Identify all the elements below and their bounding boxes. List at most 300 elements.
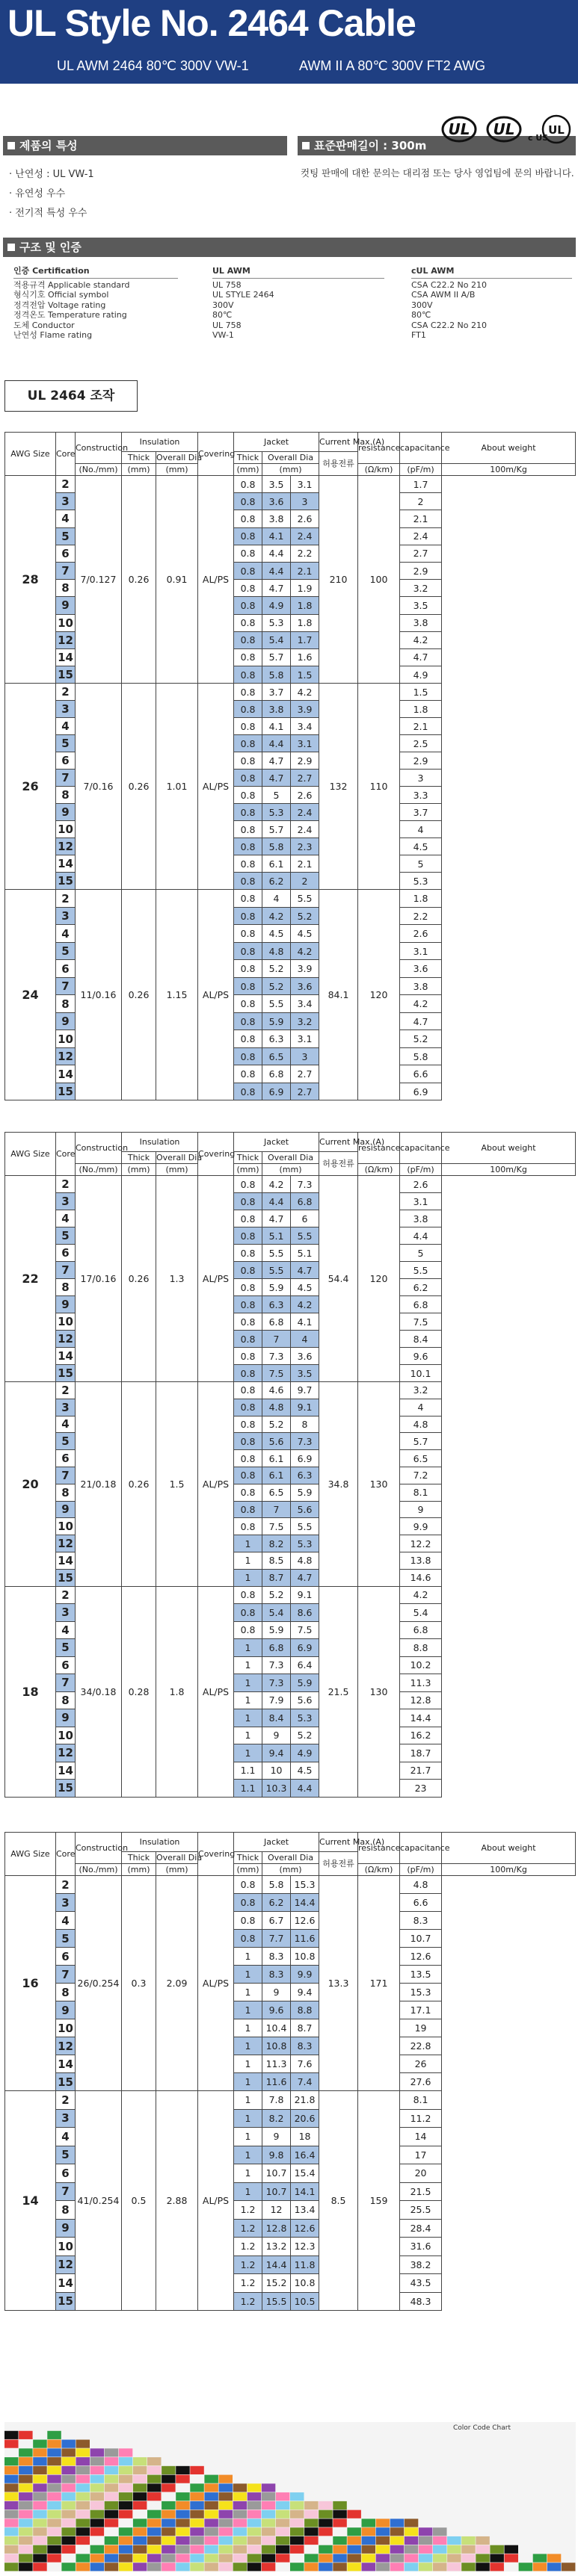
table-row bbox=[5, 684, 576, 701]
color-swatch bbox=[162, 2527, 176, 2536]
table-cell: 1.2 bbox=[234, 2292, 262, 2311]
table-cell: 0.26 bbox=[122, 890, 156, 1100]
table-cell: 9.1 bbox=[291, 1399, 319, 1416]
table-cell: 0.8 bbox=[234, 787, 262, 804]
table-cell: 1 bbox=[234, 2109, 262, 2128]
table-cell: 21/0.18 bbox=[76, 1382, 122, 1587]
cert-row: 인증 Certification bbox=[13, 266, 178, 279]
column-header: Core bbox=[56, 1133, 76, 1176]
table-cell: 10 bbox=[56, 614, 76, 631]
cert-row: 80℃ bbox=[212, 310, 233, 320]
table-cell: 5.5 bbox=[262, 1262, 291, 1279]
table-cell: 2 bbox=[56, 476, 76, 493]
table-cell: 0.8 bbox=[234, 510, 262, 527]
table-cell: 5.8 bbox=[262, 838, 291, 855]
column-header: 100m/Kg bbox=[442, 464, 576, 476]
cert-row: 300V bbox=[212, 300, 234, 310]
table-cell: 8.3 bbox=[262, 1966, 291, 1984]
table-cell: 9 bbox=[56, 1296, 76, 1313]
table-cell: 3.3 bbox=[400, 787, 442, 804]
table-cell: 8 bbox=[56, 787, 76, 804]
header-subtitle-ul: UL AWM 2464 80℃ 300V VW-1 bbox=[57, 58, 249, 73]
table-cell: 0.8 bbox=[234, 1313, 262, 1331]
table-cell: 14.4 bbox=[262, 2255, 291, 2274]
color-swatch bbox=[4, 2554, 19, 2562]
table-cell: 9.1 bbox=[291, 1586, 319, 1604]
table-cell: 120 bbox=[358, 1176, 400, 1382]
color-swatch bbox=[133, 2475, 147, 2483]
table-cell: 25.5 bbox=[400, 2201, 442, 2220]
column-header: Overall Dia bbox=[262, 1152, 319, 1164]
table-cell: 41/0.254 bbox=[76, 2091, 122, 2311]
column-header: resistance bbox=[358, 1833, 400, 1864]
table-cell: 3.1 bbox=[291, 476, 319, 493]
color-swatch bbox=[276, 2501, 290, 2510]
table-cell: 10.3 bbox=[262, 1780, 291, 1798]
table-cell: 2 bbox=[56, 1586, 76, 1604]
color-swatch bbox=[4, 2501, 19, 2510]
table-cell: 2.4 bbox=[291, 804, 319, 821]
table-cell: 5.2 bbox=[262, 960, 291, 978]
table-cell: 1.7 bbox=[291, 631, 319, 648]
color-swatch bbox=[47, 2518, 61, 2527]
color-swatch bbox=[90, 2466, 105, 2474]
table-cell: 7.5 bbox=[262, 1365, 291, 1382]
table-cell: 16.4 bbox=[291, 2146, 319, 2164]
color-swatch bbox=[61, 2545, 76, 2554]
table-cell: 0.8 bbox=[234, 1245, 262, 1262]
color-swatch bbox=[390, 2518, 405, 2527]
color-swatch bbox=[319, 2545, 333, 2554]
table-cell: 3.9 bbox=[291, 701, 319, 718]
color-swatch bbox=[290, 2492, 304, 2501]
table-cell: 14.1 bbox=[291, 2182, 319, 2201]
table-cell: 5.2 bbox=[262, 1416, 291, 1433]
table-cell: 6.3 bbox=[291, 1467, 319, 1484]
table-cell: 1 bbox=[234, 2001, 262, 2019]
table-cell: 2.2 bbox=[400, 907, 442, 925]
table-cell: 3.5 bbox=[262, 476, 291, 493]
color-swatch bbox=[19, 2554, 32, 2562]
color-swatch bbox=[119, 2545, 133, 2554]
color-swatch bbox=[276, 2527, 290, 2536]
color-swatch bbox=[33, 2448, 47, 2456]
table-cell: 7.2 bbox=[400, 1467, 442, 1484]
color-swatch bbox=[519, 2563, 533, 2571]
table-cell: 3.5 bbox=[291, 1365, 319, 1382]
color-swatch bbox=[390, 2563, 405, 2571]
color-swatch bbox=[47, 2501, 61, 2510]
table-cell: 8.7 bbox=[262, 1569, 291, 1586]
table-cell: 4.4 bbox=[262, 545, 291, 562]
cert-row: 300V bbox=[411, 300, 433, 310]
table-cell: 7.8 bbox=[262, 2091, 291, 2110]
color-swatch bbox=[61, 2457, 76, 2465]
column-header: capacitance bbox=[400, 1833, 442, 1864]
color-swatch bbox=[176, 2527, 190, 2536]
color-swatch bbox=[19, 2563, 32, 2571]
cert-row: CSA C22.2 No 210 bbox=[411, 279, 488, 290]
table-cell: 1.8 bbox=[156, 1586, 198, 1797]
table-cell: 5.6 bbox=[262, 1433, 291, 1450]
table-cell: 3.5 bbox=[400, 597, 442, 614]
color-swatch bbox=[176, 2466, 190, 2474]
color-swatch bbox=[33, 2545, 47, 2554]
table-cell: 9 bbox=[56, 597, 76, 614]
table-cell: 6 bbox=[56, 1948, 76, 1966]
table-cell: 0.3 bbox=[122, 1876, 156, 2091]
table-cell: 1.15 bbox=[156, 890, 198, 1100]
table-cell: 3 bbox=[56, 493, 76, 510]
color-swatch bbox=[248, 2536, 262, 2545]
table-cell: 9 bbox=[56, 1012, 76, 1030]
color-swatch bbox=[276, 2536, 290, 2545]
table-cell: 3 bbox=[56, 1894, 76, 1912]
table-cell: 12 bbox=[56, 2037, 76, 2055]
color-swatch bbox=[162, 2554, 176, 2562]
color-swatch bbox=[119, 2510, 133, 2518]
color-swatch bbox=[162, 2536, 176, 2545]
table-cell: 8.6 bbox=[291, 1604, 319, 1622]
table-cell: 4.9 bbox=[291, 1744, 319, 1762]
table-cell: 7.6 bbox=[291, 2055, 319, 2073]
color-swatch bbox=[33, 2475, 47, 2483]
table-cell: 6.3 bbox=[262, 1296, 291, 1313]
color-swatch bbox=[376, 2536, 390, 2545]
table-cell: 12.3 bbox=[291, 2238, 319, 2256]
table-cell: 2.09 bbox=[156, 1876, 198, 2091]
color-swatch bbox=[4, 2563, 19, 2571]
color-swatch bbox=[190, 2518, 203, 2527]
table-cell: 12 bbox=[56, 1047, 76, 1065]
color-swatch bbox=[476, 2563, 490, 2571]
page-title: UL Style No. 2464 Cable bbox=[7, 2, 416, 44]
table-cell: 21.8 bbox=[291, 2091, 319, 2110]
sales-notice: 컷팅 판매에 대한 문의는 대리점 또는 당사 영업팀에 문의 바랍니다. bbox=[301, 167, 574, 179]
table-cell: 4.7 bbox=[262, 770, 291, 787]
color-swatch bbox=[176, 2554, 190, 2562]
column-header: Construction bbox=[76, 433, 122, 464]
table-cell: 5.4 bbox=[400, 1604, 442, 1622]
table-cell: 0.8 bbox=[234, 1331, 262, 1348]
color-swatch bbox=[233, 2545, 248, 2554]
table-cell: 20 bbox=[400, 2164, 442, 2183]
table-cell: 10.2 bbox=[400, 1656, 442, 1674]
table-cell: 4.2 bbox=[291, 1296, 319, 1313]
table-cell: 6.8 bbox=[262, 1313, 291, 1331]
table-cell: 0.8 bbox=[234, 666, 262, 684]
color-swatch bbox=[147, 2501, 162, 2510]
table-cell: 1.1 bbox=[234, 1762, 262, 1780]
color-swatch bbox=[76, 2483, 90, 2492]
table-cell: 159 bbox=[358, 2091, 400, 2311]
table-cell: 15 bbox=[56, 1569, 76, 1586]
column-header: Covering bbox=[198, 433, 234, 476]
table-cell: 14.4 bbox=[400, 1709, 442, 1727]
color-swatch bbox=[219, 2563, 233, 2571]
column-header: Current Max.(A) bbox=[319, 433, 358, 452]
color-swatch bbox=[4, 2483, 19, 2492]
color-swatch bbox=[304, 2527, 319, 2536]
table-cell: 4.7 bbox=[400, 648, 442, 666]
table-cell: 2 bbox=[56, 1382, 76, 1399]
table-cell: 1.6 bbox=[291, 648, 319, 666]
color-swatch bbox=[90, 2448, 105, 2456]
table-cell: 6.9 bbox=[400, 1083, 442, 1100]
cert-row: 정격온도 Temperature rating bbox=[13, 310, 127, 320]
table-cell: 9 bbox=[56, 804, 76, 821]
table-cell: 100 bbox=[358, 476, 400, 684]
column-header: (pF/m) bbox=[400, 1864, 442, 1876]
color-swatch bbox=[47, 2466, 61, 2474]
table-cell: 5.3 bbox=[291, 1709, 319, 1727]
table-cell: 2.1 bbox=[291, 855, 319, 873]
column-header: Current Max.(A) bbox=[319, 1833, 358, 1852]
color-swatch bbox=[105, 2527, 119, 2536]
table-cell: 3.8 bbox=[400, 977, 442, 995]
table-cell: 3.2 bbox=[400, 1382, 442, 1399]
color-swatch bbox=[105, 2448, 119, 2456]
table-cell: 4 bbox=[262, 890, 291, 908]
table-cell: 2 bbox=[291, 873, 319, 890]
ul-2464-table-title: UL 2464 조작 bbox=[4, 380, 138, 412]
table-cell: 2.6 bbox=[400, 1176, 442, 1193]
table-cell: 12 bbox=[262, 2201, 291, 2220]
color-swatch bbox=[219, 2501, 233, 2510]
color-swatch bbox=[19, 2440, 32, 2448]
table-cell: 0.8 bbox=[234, 838, 262, 855]
color-swatch bbox=[61, 2536, 76, 2545]
table-cell: 1 bbox=[234, 1691, 262, 1709]
table-cell: 8.1 bbox=[400, 1484, 442, 1501]
table-cell: 171 bbox=[358, 1876, 400, 2091]
cert-row: CSA AWM II A/B bbox=[411, 290, 476, 300]
table-cell: 1.3 bbox=[156, 1176, 198, 1382]
table-cell: 5.4 bbox=[262, 1604, 291, 1622]
color-swatch bbox=[33, 2563, 47, 2571]
table-cell: 132 bbox=[319, 684, 358, 890]
color-swatch bbox=[304, 2518, 319, 2527]
color-swatch bbox=[248, 2527, 262, 2536]
color-swatch bbox=[147, 2457, 162, 2465]
table-cell: 10.8 bbox=[291, 2274, 319, 2293]
table-cell: 6 bbox=[56, 1656, 76, 1674]
color-swatch bbox=[262, 2492, 276, 2501]
feature-item: · 난연성 : UL VW-1 bbox=[9, 169, 94, 180]
ul-listed-logo bbox=[543, 116, 570, 143]
color-swatch bbox=[333, 2510, 347, 2518]
table-cell: 5.2 bbox=[291, 1727, 319, 1744]
table-cell: 7/0.127 bbox=[76, 476, 122, 684]
color-swatch bbox=[362, 2554, 376, 2562]
color-swatch bbox=[147, 2483, 162, 2492]
table-cell: 0.26 bbox=[122, 476, 156, 684]
color-swatch bbox=[290, 2545, 304, 2554]
color-swatch bbox=[304, 2554, 319, 2562]
table-cell: 6.1 bbox=[262, 1450, 291, 1467]
color-swatch bbox=[304, 2545, 319, 2554]
table-cell: 12.6 bbox=[291, 2219, 319, 2238]
table-cell: 7.5 bbox=[291, 1621, 319, 1639]
table-cell: 2 bbox=[400, 493, 442, 510]
table-cell: 6.2 bbox=[400, 1279, 442, 1296]
table-cell: 0.8 bbox=[234, 855, 262, 873]
table-cell: 6.5 bbox=[262, 1484, 291, 1501]
table-cell: 0.8 bbox=[234, 597, 262, 614]
color-swatch bbox=[190, 2563, 203, 2571]
table-cell: 0.8 bbox=[234, 614, 262, 631]
color-swatch bbox=[376, 2554, 390, 2562]
table-cell: 120 bbox=[358, 890, 400, 1100]
color-swatch bbox=[61, 2475, 76, 2483]
table-cell: 5 bbox=[262, 787, 291, 804]
table-cell: 5 bbox=[56, 527, 76, 545]
table-cell: 2.1 bbox=[291, 562, 319, 579]
table-cell: 15 bbox=[56, 2292, 76, 2311]
table-cell: 4.7 bbox=[262, 752, 291, 770]
table-cell: 5 bbox=[400, 855, 442, 873]
table-cell: 2.6 bbox=[291, 510, 319, 527]
table-cell: 0.8 bbox=[234, 1484, 262, 1501]
color-swatch bbox=[4, 2510, 19, 2518]
color-swatch bbox=[119, 2448, 133, 2456]
cert-row: CSA C22.2 No 210 bbox=[411, 320, 488, 330]
table-cell: 5 bbox=[56, 1930, 76, 1948]
table-cell: 0.8 bbox=[234, 873, 262, 890]
column-header: Jacket bbox=[234, 1133, 319, 1152]
table-cell: 4 bbox=[56, 1621, 76, 1639]
table-cell: 14 bbox=[400, 2128, 442, 2146]
color-swatch bbox=[233, 2554, 248, 2562]
table-cell: 0.8 bbox=[234, 821, 262, 838]
table-cell: 13.4 bbox=[291, 2201, 319, 2220]
table-row bbox=[5, 1586, 576, 1604]
feature-item: · 유연성 우수 bbox=[9, 188, 66, 199]
table-cell: 3.2 bbox=[400, 580, 442, 597]
table-cell: 9 bbox=[262, 1984, 291, 2001]
color-swatch bbox=[262, 2501, 276, 2510]
table-cell: 12 bbox=[56, 1535, 76, 1552]
color-swatch bbox=[19, 2448, 32, 2456]
table-cell: 7 bbox=[56, 2182, 76, 2201]
table-cell: 3.6 bbox=[291, 977, 319, 995]
color-swatch bbox=[433, 2554, 447, 2562]
color-swatch bbox=[76, 2448, 90, 2456]
table-row bbox=[5, 890, 576, 908]
table-cell: 5.4 bbox=[262, 631, 291, 648]
color-swatch bbox=[461, 2554, 476, 2562]
table-cell: 8.4 bbox=[400, 1331, 442, 1348]
table-cell: AL/PS bbox=[198, 1176, 234, 1382]
color-swatch bbox=[147, 2466, 162, 2474]
table-cell: 2 bbox=[56, 684, 76, 701]
table-cell: 14 bbox=[56, 2274, 76, 2293]
table-cell: 2.3 bbox=[291, 838, 319, 855]
table-cell: 5.8 bbox=[262, 1876, 291, 1894]
color-swatch bbox=[248, 2483, 262, 2492]
table-cell: 4.8 bbox=[400, 1416, 442, 1433]
table-cell: 3.4 bbox=[291, 718, 319, 735]
table-cell: 28.4 bbox=[400, 2219, 442, 2238]
table-cell: 4.8 bbox=[400, 1876, 442, 1894]
color-swatch bbox=[333, 2518, 347, 2527]
color-code-chart bbox=[4, 2422, 576, 2572]
color-swatch bbox=[276, 2563, 290, 2571]
table-cell: 3.7 bbox=[262, 684, 291, 701]
table-cell: AL/PS bbox=[198, 1382, 234, 1587]
table-cell: 21.5 bbox=[400, 2182, 442, 2201]
color-swatch bbox=[147, 2563, 162, 2571]
color-swatch bbox=[4, 2431, 19, 2439]
color-swatch bbox=[176, 2510, 190, 2518]
color-swatch bbox=[447, 2554, 461, 2562]
color-swatch bbox=[319, 2501, 333, 2510]
table-cell: 2.7 bbox=[291, 770, 319, 787]
table-cell: 4.4 bbox=[262, 562, 291, 579]
table-cell: 10 bbox=[262, 1762, 291, 1780]
color-swatch bbox=[4, 2518, 19, 2527]
color-swatch bbox=[405, 2527, 419, 2536]
table-cell: 14.4 bbox=[291, 1894, 319, 1912]
color-swatch bbox=[248, 2518, 262, 2527]
table-cell: 5.5 bbox=[291, 890, 319, 908]
table-cell: 0.8 bbox=[234, 1930, 262, 1948]
color-swatch bbox=[133, 2518, 147, 2527]
color-swatch bbox=[147, 2518, 162, 2527]
color-swatch bbox=[133, 2501, 147, 2510]
table-cell: 3.1 bbox=[291, 1030, 319, 1048]
table-cell: 9.9 bbox=[400, 1518, 442, 1535]
color-swatch bbox=[319, 2563, 333, 2571]
table-cell: 18 bbox=[291, 2128, 319, 2146]
color-swatch bbox=[190, 2527, 203, 2536]
awg-size-cell: 24 bbox=[5, 890, 56, 1100]
table-cell: 1.2 bbox=[234, 2255, 262, 2274]
table-cell: 8 bbox=[56, 1484, 76, 1501]
color-swatch bbox=[61, 2492, 76, 2501]
color-swatch bbox=[219, 2545, 233, 2554]
table-cell: 4.2 bbox=[400, 1586, 442, 1604]
color-swatch bbox=[119, 2554, 133, 2562]
color-swatch bbox=[176, 2475, 190, 2483]
column-header: Overall Dia bbox=[156, 452, 203, 462]
awg-size-cell: 14 bbox=[5, 2091, 56, 2311]
color-swatch bbox=[162, 2518, 176, 2527]
table-cell: 3.8 bbox=[262, 510, 291, 527]
cert-row: UL 758 bbox=[212, 320, 242, 330]
color-swatch bbox=[505, 2554, 519, 2562]
color-swatch bbox=[33, 2466, 47, 2474]
table-cell: 4.9 bbox=[400, 666, 442, 684]
color-swatch bbox=[105, 2510, 119, 2518]
color-swatch bbox=[419, 2545, 433, 2554]
table-cell: 15 bbox=[56, 666, 76, 684]
color-swatch bbox=[47, 2457, 61, 2465]
color-swatch bbox=[390, 2554, 405, 2562]
color-swatch bbox=[61, 2448, 76, 2456]
table-cell: 3.1 bbox=[400, 942, 442, 960]
table-cell: 5.3 bbox=[262, 614, 291, 631]
spec-table bbox=[4, 1132, 576, 1798]
table-cell: AL/PS bbox=[198, 1876, 234, 2091]
table-cell: 10 bbox=[56, 821, 76, 838]
color-swatch bbox=[290, 2527, 304, 2536]
color-swatch bbox=[4, 2536, 19, 2545]
table-cell: 5.7 bbox=[262, 821, 291, 838]
svg-text:UL: UL bbox=[548, 123, 565, 137]
table-cell: 7/0.16 bbox=[76, 684, 122, 890]
table-cell: 12 bbox=[56, 631, 76, 648]
